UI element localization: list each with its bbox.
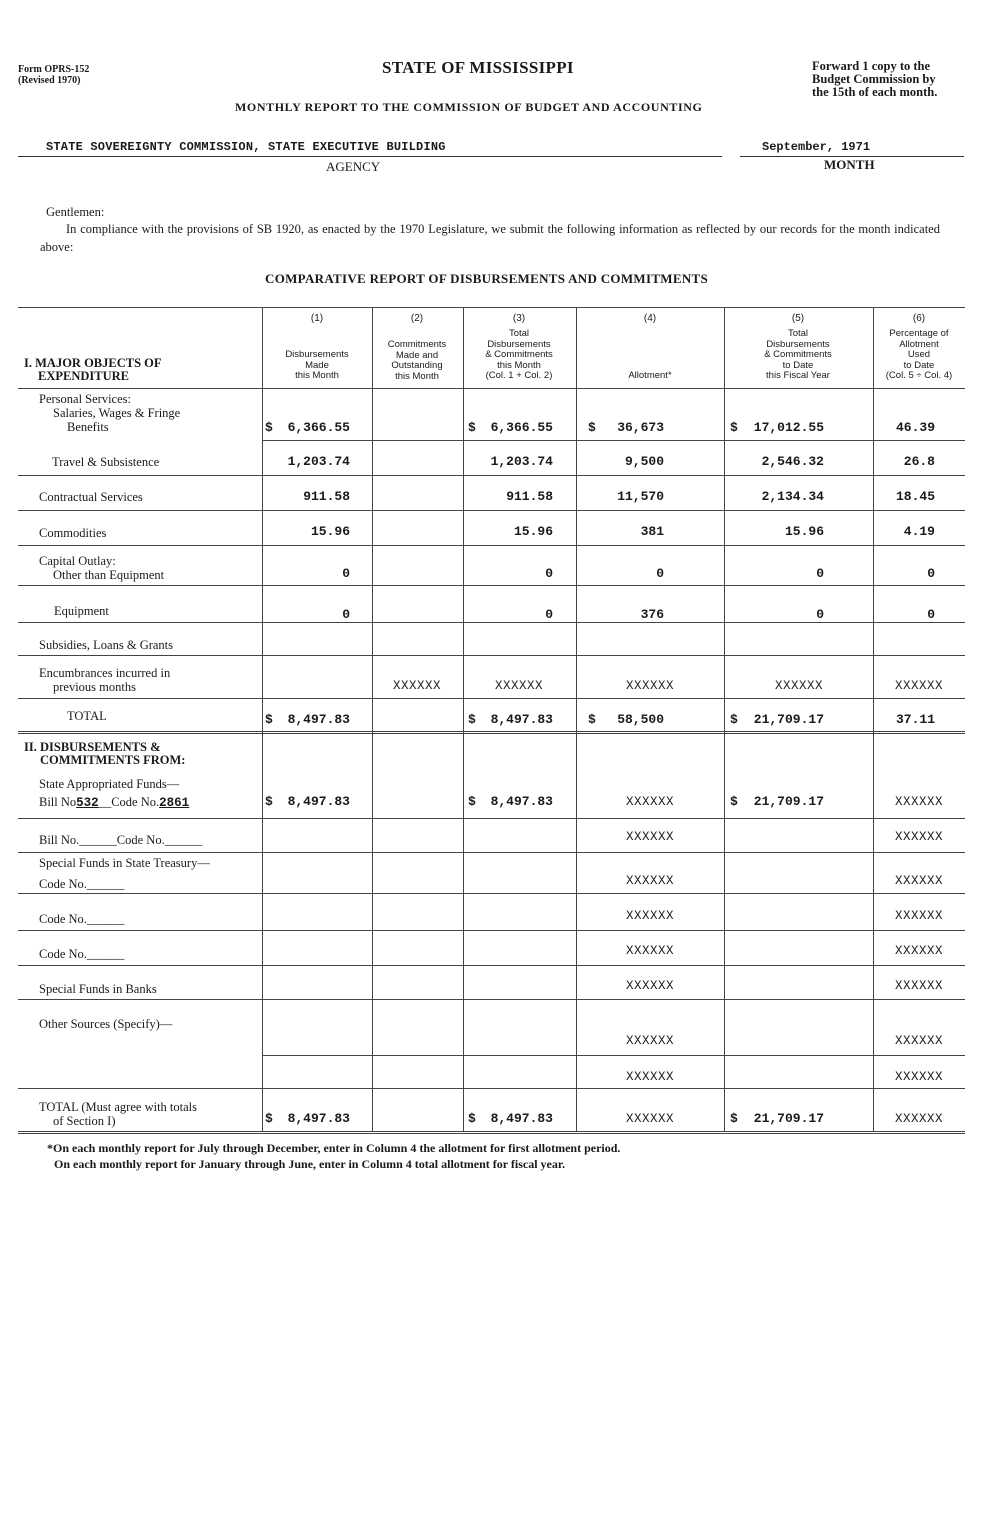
equipment-col6: 0: [927, 607, 935, 622]
other1-col4: XXXXXX: [625, 1034, 674, 1048]
personal-col3: 6,366.55: [490, 420, 553, 435]
treasury-code2-col4: XXXXXX: [625, 909, 674, 923]
other2-col4: XXXXXX: [625, 1070, 674, 1084]
agency-caption: AGENCY: [326, 159, 381, 174]
col4-header: Allotment*: [628, 370, 672, 381]
row-label-commodities: Commodities: [39, 526, 107, 540]
row-label-contractual: Contractual Services: [39, 490, 143, 504]
bill-blank-col6: XXXXXX: [894, 830, 943, 844]
forward-line-2: Budget Commission by: [812, 72, 936, 86]
dollar-sign: $: [730, 420, 738, 435]
travel-col6: 26.8: [903, 454, 935, 469]
treasury-code1-col4: XXXXXX: [625, 874, 674, 888]
col6-header: Percentage of Allotment Used to Date (Col. 5 ÷ Col. 4): [885, 328, 953, 381]
table-rule: [18, 1088, 965, 1089]
approp-col5: 21,709.17: [753, 794, 824, 809]
row-label-bill-blank: Bill No.______Code No.______: [39, 833, 203, 847]
travel-col5: 2,546.32: [761, 454, 824, 469]
table-column-rule: [372, 307, 373, 1131]
bill-blank-col4: XXXXXX: [625, 830, 674, 844]
travel-col3: 1,203.74: [490, 454, 553, 469]
row-label-capital-outlay: Capital Outlay: Other than Equipment: [39, 554, 165, 582]
other2-col6: XXXXXX: [894, 1070, 943, 1084]
forward-instructions: [812, 60, 937, 99]
table-rule: [18, 655, 965, 656]
dollar-sign: $: [730, 1111, 738, 1126]
commodities-col6: 4.19: [903, 524, 935, 539]
col3-header: Total Disbursements & Commitments this Month (Col. 1 + Col. 2): [485, 328, 553, 381]
commodities-col1: 15.96: [310, 524, 350, 539]
total-col1: 8,497.83: [287, 712, 350, 727]
approp-col6: XXXXXX: [894, 795, 943, 809]
greeting: Gentlemen:: [46, 205, 105, 219]
table-rule: [18, 585, 965, 586]
table-rule: [18, 965, 965, 966]
total-col5: 21,709.17: [753, 712, 824, 727]
treasury-code2-col6: XXXXXX: [894, 909, 943, 923]
approp-col1: 8,497.83: [287, 794, 350, 809]
form-revision: (Revised 1970): [18, 75, 81, 86]
agency-underline: [18, 156, 722, 157]
equipment-col1: 0: [342, 607, 350, 622]
dollar-sign: $: [468, 420, 476, 435]
table-rule: [18, 388, 965, 389]
capital-col3: 0: [545, 566, 553, 581]
bill-number: 532: [76, 796, 99, 810]
capital-col4: 0: [656, 566, 664, 581]
table-rule: [18, 1131, 965, 1132]
row-label-other-sources: Other Sources (Specify)—: [39, 1017, 173, 1031]
intro-paragraph: In compliance with the provisions of SB 1920, as enacted by the 1970 Legislature, we submit the following information as reflected by our records for the month indicated above:: [40, 222, 940, 254]
encumbrances-col3: XXXXXX: [494, 679, 543, 693]
dollar-sign: $: [265, 712, 273, 727]
section2-total-col3: 8,497.83: [490, 1111, 553, 1126]
footnote-line-2: On each monthly report for January through June, enter in Column 4 total allotment for fiscal year.: [54, 1157, 566, 1171]
code-number: 2861: [159, 796, 190, 810]
col6-number: (6): [912, 313, 926, 324]
table-rule: [18, 622, 965, 623]
row-label-total: TOTAL: [67, 709, 107, 723]
banks-col6: XXXXXX: [894, 979, 943, 993]
col5-number: (5): [791, 313, 805, 324]
table-rule: [18, 893, 965, 894]
section2-total-col6: XXXXXX: [894, 1112, 943, 1126]
col1-number: (1): [310, 313, 324, 324]
personal-col6: 46.39: [895, 420, 935, 435]
dollar-sign: $: [468, 794, 476, 809]
travel-col4: 9,500: [624, 454, 664, 469]
treasury-code3-col6: XXXXXX: [894, 944, 943, 958]
equipment-col5: 0: [816, 607, 824, 622]
table-rule: [262, 440, 965, 441]
report-title: COMPARATIVE REPORT OF DISBURSEMENTS AND COMMITMENTS: [265, 271, 709, 286]
commodities-col5: 15.96: [784, 524, 824, 539]
table-rule: [18, 545, 965, 546]
equipment-col3: 0: [545, 607, 553, 622]
table-rule: [18, 1133, 965, 1134]
form-id: [18, 64, 89, 86]
row-label-section2-total: TOTAL (Must agree with totals of Section I): [39, 1100, 197, 1128]
total-col4: 58,500: [617, 712, 664, 727]
personal-col1: 6,366.55: [287, 420, 350, 435]
contractual-col6: 18.45: [895, 489, 935, 504]
approp-col4: XXXXXX: [625, 795, 674, 809]
section2-total-col5: 21,709.17: [753, 1111, 824, 1126]
commodities-col4: 381: [640, 524, 664, 539]
table-rule: [262, 1055, 965, 1056]
row-label-encumbrances: Encumbrances incurred in previous months: [39, 666, 171, 694]
table-rule: [18, 930, 965, 931]
commodities-col3: 15.96: [513, 524, 553, 539]
col5-header: Total Disbursements & Commitments to Date this Fiscal Year: [764, 328, 832, 381]
report-subtitle: MONTHLY REPORT TO THE COMMISSION OF BUDGET AND ACCOUNTING: [235, 100, 703, 114]
encumbrances-col5: XXXXXX: [774, 679, 823, 693]
table-rule: [18, 307, 965, 308]
table-rule: [18, 510, 965, 511]
row-label-code-1: Code No.______: [39, 877, 125, 891]
col2-header: Commitments Made and Outstanding this Month: [387, 339, 447, 382]
total-col6: 37.11: [895, 712, 935, 727]
table-rule: [18, 818, 965, 819]
section2-total-col4: XXXXXX: [625, 1112, 674, 1126]
treasury-code1-col6: XXXXXX: [894, 874, 943, 888]
month-value: September, 1971: [762, 140, 871, 154]
section2-total-col1: 8,497.83: [287, 1111, 350, 1126]
forward-line-1: Forward 1 copy to the: [812, 59, 931, 73]
dollar-sign: $: [730, 712, 738, 727]
approp-col3: 8,497.83: [490, 794, 553, 809]
contractual-col3: 911.58: [506, 489, 553, 504]
col1-header: Disbursements Made this Month: [285, 349, 349, 381]
encumbrances-col6: XXXXXX: [894, 679, 943, 693]
row-label-personal-services: Personal Services: Salaries, Wages & Fringe Benefits: [39, 392, 181, 434]
row-label-subsidies: Subsidies, Loans & Grants: [39, 638, 174, 652]
personal-col5: 17,012.55: [753, 420, 824, 435]
contractual-col4: 11,570: [617, 489, 664, 504]
section2-title: II. DISBURSEMENTS & COMMITMENTS FROM:: [24, 740, 186, 767]
forward-line-3: the 15th of each month.: [812, 85, 938, 99]
form-number: Form OPRS-152: [18, 64, 90, 75]
total-col3: 8,497.83: [490, 712, 553, 727]
treasury-code3-col4: XXXXXX: [625, 944, 674, 958]
dollar-sign: $: [265, 794, 273, 809]
table-rule: [18, 475, 965, 476]
banks-col4: XXXXXX: [625, 979, 674, 993]
table-rule: [18, 733, 965, 734]
encumbrances-col4: XXXXXX: [625, 679, 674, 693]
table-rule: [18, 698, 965, 699]
dollar-sign: $: [468, 1111, 476, 1126]
dollar-sign: $: [588, 712, 596, 727]
dollar-sign: $: [730, 794, 738, 809]
row-label-state-appropriated: State Appropriated Funds—: [39, 777, 180, 791]
dollar-sign: $: [265, 1111, 273, 1126]
row-label-travel: Travel & Subsistence: [52, 455, 160, 469]
equipment-col4: 376: [640, 607, 664, 622]
col4-number: (4): [643, 313, 657, 324]
contractual-col1: 911.58: [303, 489, 350, 504]
table-rule: [18, 999, 965, 1000]
footnote-line-1: *On each monthly report for July through December, enter in Column 4 the allotment for first allotment period.: [47, 1141, 621, 1155]
travel-col1: 1,203.74: [287, 454, 350, 469]
row-label-special-treasury: Special Funds in State Treasury—: [39, 856, 210, 870]
row-label-special-banks: Special Funds in Banks: [39, 982, 157, 996]
contractual-col5: 2,134.34: [761, 489, 824, 504]
capital-col5: 0: [816, 566, 824, 581]
col3-number: (3): [512, 313, 526, 324]
dollar-sign: $: [588, 420, 596, 435]
table-rule: [18, 731, 965, 732]
dollar-sign: $: [265, 420, 273, 435]
personal-col4: 36,673: [617, 420, 664, 435]
other1-col6: XXXXXX: [894, 1034, 943, 1048]
encumbrances-col2: XXXXXX: [392, 679, 441, 693]
row-label-bill-code: Bill No532__Code No.2861: [39, 795, 190, 810]
dollar-sign: $: [468, 712, 476, 727]
row-label-code-3: Code No.______: [39, 947, 125, 961]
capital-col6: 0: [927, 566, 935, 581]
month-caption: MONTH: [824, 157, 875, 172]
section1-title: I. MAJOR OBJECTS OF EXPENDITURE: [24, 356, 162, 383]
row-label-code-2: Code No.______: [39, 912, 125, 926]
row-label-equipment: Equipment: [54, 604, 109, 618]
agency-name: STATE SOVEREIGNTY COMMISSION, STATE EXECUTIVE BUILDING: [46, 140, 446, 154]
state-title: STATE OF MISSISSIPPI: [382, 58, 574, 77]
capital-col1: 0: [342, 566, 350, 581]
col2-number: (2): [410, 313, 424, 324]
table-rule: [18, 852, 965, 853]
